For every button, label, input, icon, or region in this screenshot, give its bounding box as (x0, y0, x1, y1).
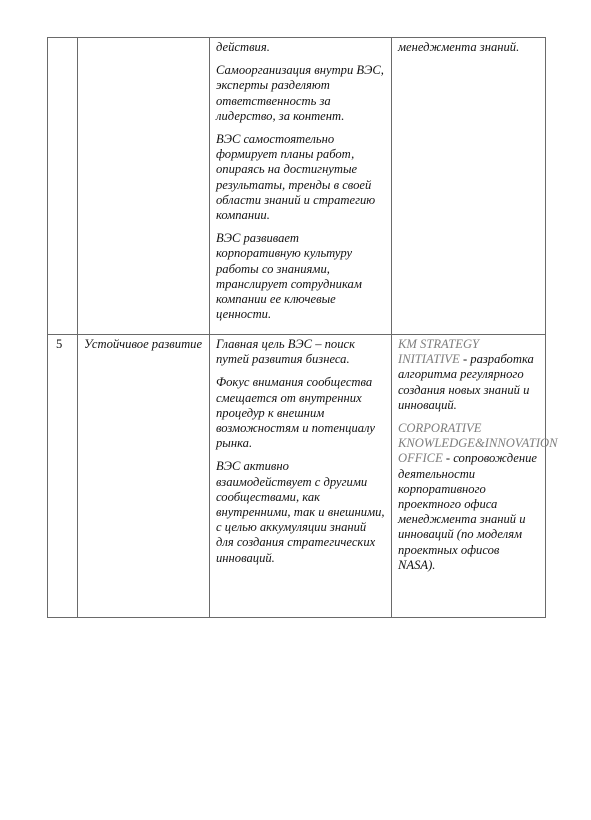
initiatives-cell (392, 38, 546, 335)
initiative-title: CORPORATIVE KNOWLEDGE&INNOVATION OFFICE (398, 421, 558, 466)
initiative-description: - сопровождение деятельности корпоративного проектного офиса менеджмента знаний и инноваций (по моделям проектных офисов NASA). (398, 451, 537, 572)
stage-name-cell (78, 38, 210, 335)
stage-name-cell: Устойчивое развитие (78, 335, 210, 618)
characteristics-cell (210, 38, 392, 335)
initiative-paragraph (398, 421, 558, 573)
community-stages-table (47, 37, 558, 618)
characteristics-paragraph: ВЭС активно взаимодействует с другими сообществами, как внутренними, так и внешними, с целью аккумуляции знаний для создания стратегических инноваций. (216, 459, 385, 565)
initiatives-cell (392, 335, 558, 618)
initiative-paragraph (398, 337, 539, 413)
characteristics-paragraph: Фокус внимания сообщества смещается от внутренних процедур к внешним возможностям и потенциалу рынка. (216, 375, 375, 451)
characteristics-paragraph: действия. (216, 40, 270, 54)
characteristics-paragraph: Главная цель ВЭС – поиск путей развития бизнеса. (216, 337, 356, 367)
initiative-description: менеджмента знаний. (398, 40, 520, 54)
characteristics-paragraph: ВЭС самостоятельно формирует планы работ, опираясь на достигнутые результаты, тренды в своей области знаний и стратегию компании. (216, 132, 376, 223)
initiative-description: - разработка алгоритма регулярного создания новых знаний и инноваций. (398, 352, 534, 412)
table-row (48, 38, 546, 335)
characteristics-cell (210, 335, 392, 618)
characteristics-paragraph: Самоорганизация внутри ВЭС, эксперты разделяют ответственность за лидерство, за контент. (216, 63, 384, 123)
stage-number-cell (48, 38, 78, 335)
stage-number-cell: 5 (48, 335, 78, 618)
initiative-paragraph (398, 40, 539, 55)
initiative-title: KM STRATEGY INITIATIVE (398, 337, 480, 367)
table-row (48, 335, 546, 618)
characteristics-paragraph: ВЭС развивает корпоративную культуру работы со знаниями, транслирует сотрудникам компании ее ключевые ценности. (216, 231, 362, 322)
